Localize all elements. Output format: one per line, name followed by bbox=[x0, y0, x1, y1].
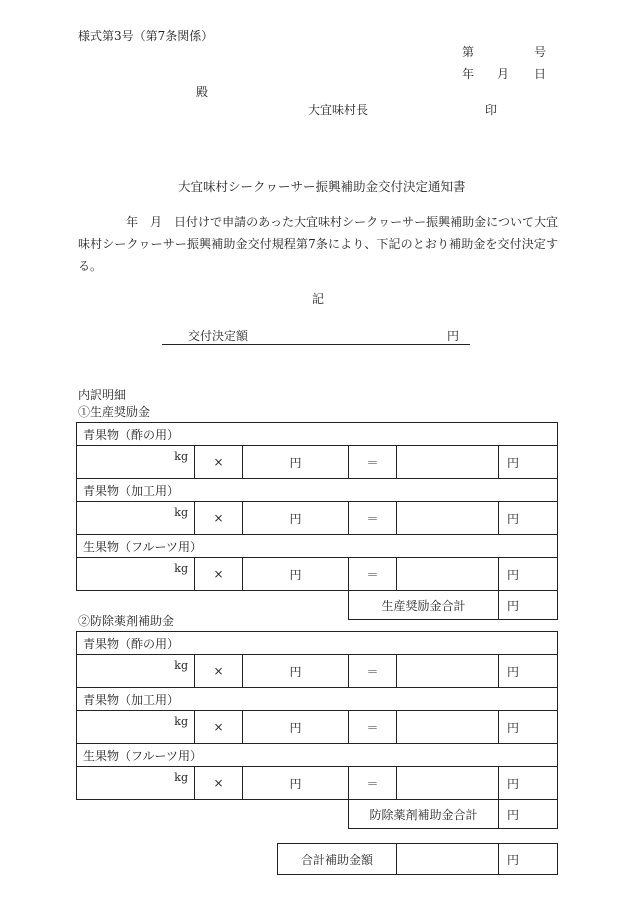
quantity-cell: kg bbox=[77, 502, 195, 535]
issuer-name: 大宜味村長 bbox=[308, 103, 369, 117]
date-year: 年 bbox=[462, 67, 475, 81]
amount-unit-cell: 円 bbox=[499, 767, 558, 800]
pesticide-subsidy-table bbox=[76, 631, 558, 829]
amount-cell bbox=[397, 502, 499, 535]
times-sign: × bbox=[195, 711, 243, 744]
grand-total-label: 合計補助金額 bbox=[278, 844, 397, 875]
quantity-cell: kg bbox=[77, 711, 195, 744]
category-label: 青果物（加工用） bbox=[77, 688, 558, 711]
equals-sign: ＝ bbox=[349, 446, 397, 479]
grand-total-amount bbox=[397, 844, 499, 875]
quantity-cell: kg bbox=[77, 558, 195, 591]
number-suffix: 号 bbox=[534, 45, 547, 59]
times-sign: × bbox=[195, 558, 243, 591]
number-prefix: 第 bbox=[462, 45, 475, 59]
date-month: 月 bbox=[497, 67, 510, 81]
category-label: 青果物（加工用） bbox=[77, 479, 558, 502]
section-heading: ②防除薬剤補助金 bbox=[78, 614, 175, 628]
category-label: 青果物（酢の用） bbox=[77, 423, 558, 446]
quantity-cell: kg bbox=[77, 767, 195, 800]
amount-cell bbox=[397, 446, 499, 479]
amount-cell bbox=[397, 711, 499, 744]
decision-amount-underline bbox=[162, 344, 470, 345]
equals-sign: ＝ bbox=[349, 767, 397, 800]
amount-unit-cell: 円 bbox=[499, 446, 558, 479]
equals-sign: ＝ bbox=[349, 502, 397, 535]
grand-total-table bbox=[277, 843, 558, 875]
addressee-suffix: 殿 bbox=[196, 85, 209, 99]
section-heading: ①生産奨励金 bbox=[78, 405, 151, 419]
times-sign: × bbox=[195, 446, 243, 479]
form-number-label: 様式第3号（第7条関係） bbox=[78, 29, 214, 43]
amount-cell bbox=[397, 767, 499, 800]
unit-price-cell: 円 bbox=[243, 767, 349, 800]
quantity-cell: kg bbox=[77, 655, 195, 688]
quantity-cell: kg bbox=[77, 446, 195, 479]
unit-price-cell: 円 bbox=[243, 711, 349, 744]
times-sign: × bbox=[195, 767, 243, 800]
unit-price-cell: 円 bbox=[243, 446, 349, 479]
equals-sign: ＝ bbox=[349, 711, 397, 744]
subtotal-unit: 円 bbox=[499, 800, 558, 829]
subtotal-label: 防除薬剤補助金合計 bbox=[349, 800, 499, 829]
date-day: 日 bbox=[534, 67, 547, 81]
ki-label: 記 bbox=[312, 292, 325, 306]
amount-unit-cell: 円 bbox=[499, 711, 558, 744]
times-sign: × bbox=[195, 655, 243, 688]
body-paragraph: 年 月 日付けで申請のあった大宜味村シークヮーサー振興補助金について大宜味村シークヮーサー振興補助金交付規程第7条により、下記のとおり補助金を交付決定する。 bbox=[78, 215, 558, 273]
category-label: 生果物（フルーツ用） bbox=[77, 535, 558, 558]
document-title: 大宜味村シークヮーサー振興補助金交付決定通知書 bbox=[178, 179, 466, 194]
amount-unit-cell: 円 bbox=[499, 655, 558, 688]
unit-price-cell: 円 bbox=[243, 558, 349, 591]
equals-sign: ＝ bbox=[349, 558, 397, 591]
amount-cell bbox=[397, 655, 499, 688]
equals-sign: ＝ bbox=[349, 655, 397, 688]
category-label: 青果物（酢の用） bbox=[77, 632, 558, 655]
decision-amount-unit: 円 bbox=[447, 329, 460, 343]
decision-amount-label: 交付決定額 bbox=[188, 329, 249, 343]
amount-unit-cell: 円 bbox=[499, 502, 558, 535]
amount-unit-cell: 円 bbox=[499, 558, 558, 591]
category-label: 生果物（フルーツ用） bbox=[77, 744, 558, 767]
unit-price-cell: 円 bbox=[243, 502, 349, 535]
subtotal-label: 生産奨励金合計 bbox=[349, 591, 499, 620]
production-incentive-table bbox=[76, 422, 558, 620]
breakdown-heading: 内訳明細 bbox=[78, 388, 127, 402]
subtotal-unit: 円 bbox=[499, 591, 558, 620]
grand-total-unit: 円 bbox=[499, 844, 558, 875]
unit-price-cell: 円 bbox=[243, 655, 349, 688]
amount-cell bbox=[397, 558, 499, 591]
times-sign: × bbox=[195, 502, 243, 535]
seal-mark: 印 bbox=[485, 103, 498, 117]
